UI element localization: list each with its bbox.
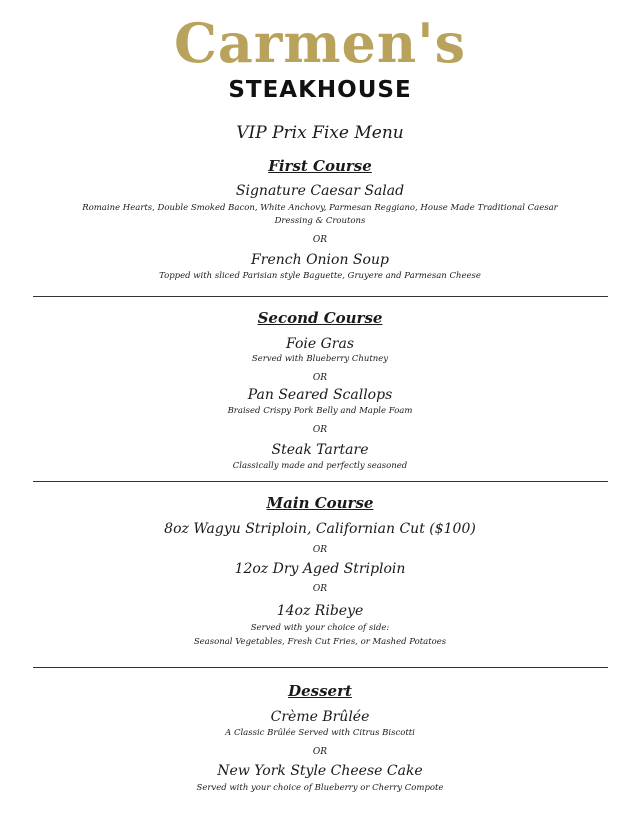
- dish-name: Foie Gras: [286, 336, 354, 352]
- course-title: Dessert: [288, 682, 352, 700]
- dish-name: 8oz Wagyu Striploin, Californian Cut ($100): [164, 521, 476, 537]
- dish-name: 14oz Ribeye: [276, 603, 364, 619]
- or-separator: OR: [312, 425, 328, 435]
- section-divider: [33, 481, 608, 482]
- section-divider: [33, 296, 608, 297]
- logo-brand-name: Carmen's: [173, 11, 467, 75]
- dish-name: Pan Seared Scallops: [247, 387, 393, 403]
- dish-name: Signature Caesar Salad: [235, 183, 405, 199]
- menu-title: VIP Prix Fixe Menu: [236, 123, 404, 143]
- dish-name: French Onion Soup: [251, 252, 389, 268]
- course-title: First Course: [268, 157, 372, 175]
- course-title: Main Course: [266, 494, 374, 512]
- dish-description: Classically made and perfectly seasoned: [232, 461, 408, 471]
- dish-description: Topped with sliced Parisian style Baguette, Gruyere and Parmesan Cheese: [159, 271, 481, 281]
- dish-description: A Classic Brûlée Served with Citrus Biscotti: [225, 728, 415, 738]
- or-separator: OR: [312, 747, 328, 757]
- dish-description: Served with your choice of side:: [250, 623, 390, 633]
- dish-description: Seasonal Vegetables, Fresh Cut Fries, or Mashed Potatoes: [193, 637, 447, 647]
- or-separator: OR: [312, 545, 328, 555]
- dish-name: New York Style Cheese Cake: [217, 763, 423, 779]
- dish-description: Served with Blueberry Chutney: [251, 354, 389, 364]
- section-divider: [33, 667, 608, 668]
- dish-description: Romaine Hearts, Double Smoked Bacon, White Anchovy, Parmesan Reggiano, House Made Traditional Caesar: [82, 203, 558, 213]
- dish-name: Steak Tartare: [271, 442, 369, 458]
- logo-subtitle: STEAKHOUSE: [228, 77, 412, 103]
- dish-description: Dressing & Croutons: [274, 216, 366, 226]
- dish-name: 12oz Dry Aged Striploin: [234, 561, 406, 577]
- or-separator: OR: [312, 373, 328, 383]
- or-separator: OR: [312, 584, 328, 594]
- dish-description: Served with your choice of Blueberry or Cherry Compote: [196, 783, 444, 793]
- dish-name: Crème Brûlée: [270, 709, 370, 725]
- course-title: Second Course: [257, 309, 383, 327]
- dish-description: Braised Crispy Pork Belly and Maple Foam: [227, 406, 413, 416]
- or-separator: OR: [312, 235, 328, 245]
